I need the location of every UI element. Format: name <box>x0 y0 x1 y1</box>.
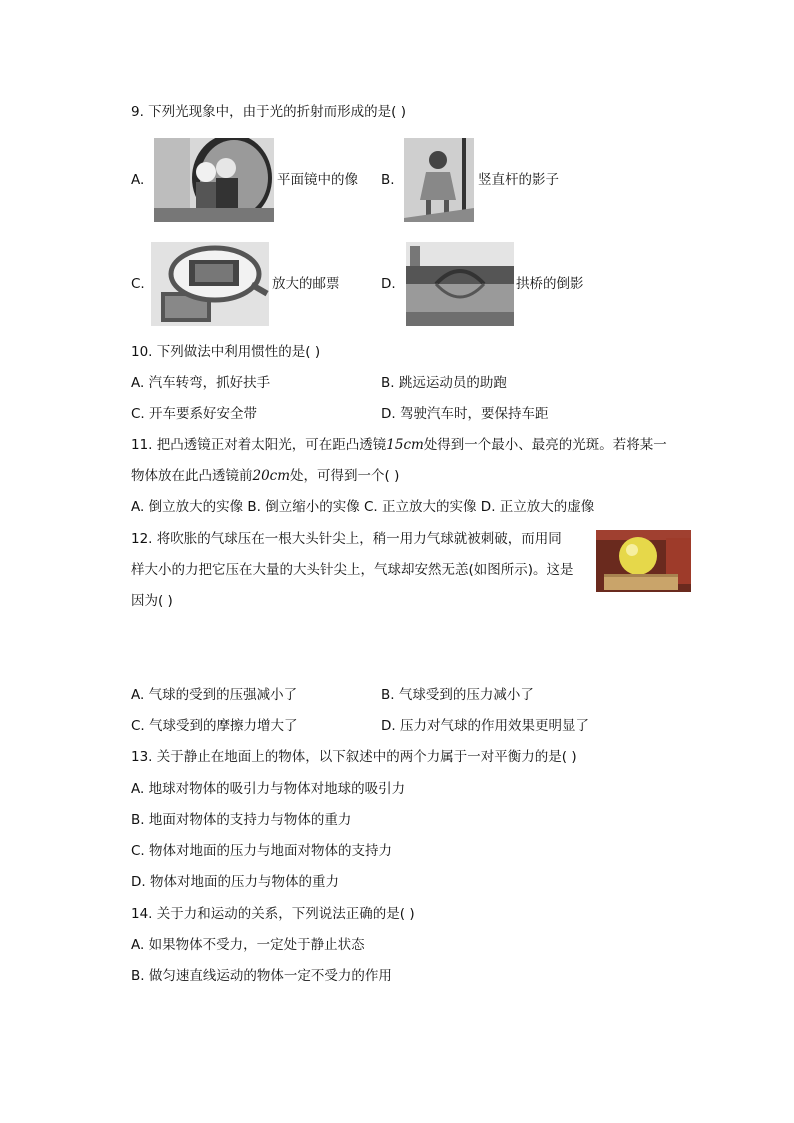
q13-stem: 13. 关于静止在地面上的物体，以下叙述中的两个力属于一对平衡力的是( ) <box>131 749 577 765</box>
q12-option-b: B. 气球受到的压力减小了 <box>381 687 534 703</box>
q11-line2-text-b: 处，可得到一个( ) <box>290 468 400 484</box>
q14-stem: 14. 关于力和运动的关系，下列说法正确的是( ) <box>131 906 415 922</box>
q11-options: A. 倒立放大的实像 B. 倒立缩小的实像 C. 正立放大的实像 D. 正立放大的虚像 <box>131 499 595 515</box>
q10-option-d: D. 驾驶汽车时，要保持车距 <box>381 406 549 422</box>
q9-option-a-caption: 平面镜中的像 <box>277 172 358 188</box>
q13-option-b: B. 地面对物体的支持力与物体的重力 <box>131 812 352 828</box>
q11-line1-text-b: 处得到一个最小、最亮的光斑。若将某一 <box>423 437 667 453</box>
balloon-on-nails <box>596 530 691 592</box>
q9-option-a-label: A. <box>131 172 145 188</box>
q14-option-a: A. 如果物体不受力，一定处于静止状态 <box>131 937 365 953</box>
q9-stem: 9. 下列光现象中，由于光的折射而形成的是( ) <box>131 104 406 120</box>
q9-option-c-label: C. <box>131 276 145 292</box>
q13-option-a: A. 地球对物体的吸引力与物体对地球的吸引力 <box>131 781 406 797</box>
mirror-children-photo <box>154 138 274 222</box>
q11-object-distance: 20cm <box>252 468 291 484</box>
q9-option-c-caption: 放大的邮票 <box>272 276 340 292</box>
q14-option-b: B. 做匀速直线运动的物体一定不受力的作用 <box>131 968 392 984</box>
q12-option-d: D. 压力对气球的作用效果更明显了 <box>381 718 589 734</box>
q11-line2-text-a: 物体放在此凸透镜前 <box>131 468 253 484</box>
q10-stem: 10. 下列做法中利用惯性的是( ) <box>131 344 321 360</box>
q9-option-b-caption: 竖直杆的影子 <box>478 172 559 188</box>
q13-option-c: C. 物体对地面的压力与地面对物体的支持力 <box>131 843 393 859</box>
q9-option-d-label: D. <box>381 276 396 292</box>
q11-line2 <box>131 467 399 485</box>
q13-option-d: D. 物体对地面的压力与物体的重力 <box>131 874 339 890</box>
q11-line1-text-a: 11. 把凸透镜正对着太阳光，可在距凸透镜 <box>131 437 387 453</box>
girl-with-pole-shadow <box>404 138 474 222</box>
q12-line2: 样大小的力把它压在大量的大头针尖上，气球却安然无恙(如图所示)。这是 <box>131 562 574 578</box>
q9-option-d-caption: 拱桥的倒影 <box>516 276 584 292</box>
arch-bridge-reflection <box>406 242 514 326</box>
q10-option-a: A. 汽车转弯，抓好扶手 <box>131 375 271 391</box>
q12-line3: 因为( ) <box>131 593 173 609</box>
magnifying-glass-stamp <box>151 242 269 326</box>
q10-option-b: B. 跳远运动员的助跑 <box>381 375 507 391</box>
q12-line1: 12. 将吹胀的气球压在一根大头针尖上，稍一用力气球就被刺破，而用同 <box>131 531 562 547</box>
q9-option-b-label: B. <box>381 172 395 188</box>
q12-option-c: C. 气球受到的摩擦力增大了 <box>131 718 298 734</box>
q11-line1 <box>131 436 667 454</box>
q12-option-a: A. 气球的受到的压强减小了 <box>131 687 298 703</box>
q11-focal-length: 15cm <box>386 437 424 453</box>
q10-option-c: C. 开车要系好安全带 <box>131 406 258 422</box>
